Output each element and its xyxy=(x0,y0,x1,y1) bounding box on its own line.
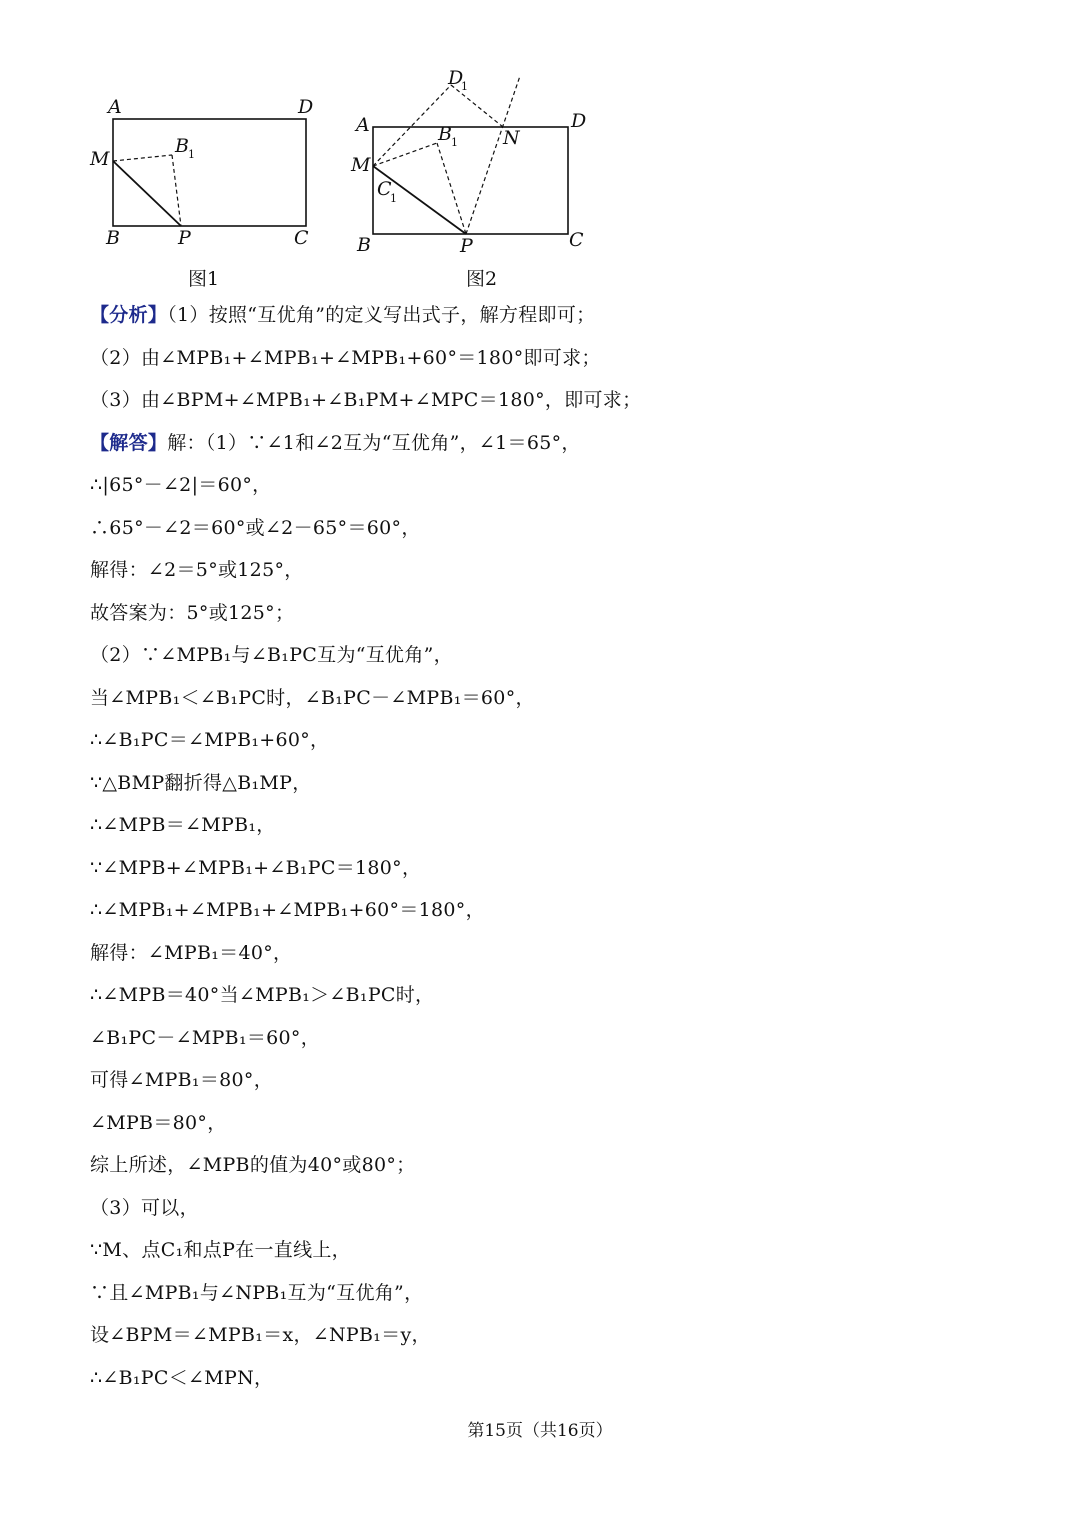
fig2-label-c1: C xyxy=(377,178,392,200)
solution-line xyxy=(90,1235,351,1262)
line-text: ∵∠MPB+∠MPB₁+∠B₁PC＝180°， xyxy=(90,856,422,879)
line-text: （3）可以， xyxy=(90,1196,199,1219)
fig2-label-a: A xyxy=(356,114,370,136)
section-tag: 【分析】 xyxy=(90,304,168,326)
solution-line xyxy=(90,385,641,412)
line-text: ∵且∠MPB₁与∠NPB₁互为“互优角”， xyxy=(90,1281,424,1304)
line-text: ∴|65°－∠2|＝60°， xyxy=(90,474,272,496)
fig1-label-p: P xyxy=(178,227,191,249)
solution-line xyxy=(90,1278,423,1305)
line-text: （3）由∠BPM+∠MPB₁+∠B₁PM+∠MPC＝180°，即可求； xyxy=(90,389,642,411)
geometry-figures xyxy=(0,0,1080,300)
solution-line xyxy=(90,768,312,795)
fig2-label-m: M xyxy=(351,154,371,176)
solution-line xyxy=(90,895,485,922)
solution-line xyxy=(90,1193,199,1220)
fig2-label-c: C xyxy=(569,229,584,251)
line-text: ∴∠MPB₁+∠MPB₁+∠MPB₁+60°＝180°， xyxy=(90,899,485,921)
fig2-label-b1: B xyxy=(438,123,452,145)
figure-2-caption: 图2 xyxy=(466,268,498,290)
line-text: ∵M、点C₁和点P在一直线上， xyxy=(90,1239,351,1261)
fig2-segment-mb1 xyxy=(373,143,437,166)
solution-line xyxy=(90,810,276,837)
line-text: （1）按照“互优角”的定义写出式子，解方程即可； xyxy=(167,304,596,326)
fig2-segment-d1n xyxy=(451,85,503,127)
line-text: 解得：∠MPB₁＝40°， xyxy=(90,941,293,964)
line-text: ∠B₁PC－∠MPB₁＝60°， xyxy=(90,1026,321,1049)
solution-line xyxy=(90,513,421,540)
fig2-rectangle xyxy=(373,127,568,234)
solution-line xyxy=(90,725,329,752)
fig1-label-b1: B xyxy=(175,135,189,157)
solution-line xyxy=(90,428,581,455)
line-text: ∠MPB＝80°， xyxy=(90,1111,227,1134)
figure-1 xyxy=(89,96,313,249)
line-text: 解得：∠2＝5°或125°， xyxy=(90,559,304,581)
fig2-label-n: N xyxy=(503,127,520,149)
line-text: 故答案为：5°或125°； xyxy=(90,601,295,624)
solution-line xyxy=(90,1150,415,1177)
line-text: 解：（1）∵∠1和∠2互为“互优角”，∠1＝65°， xyxy=(167,431,581,454)
fig2-label-d1-sub: 1 xyxy=(461,80,468,93)
fig2-segment-mp xyxy=(373,166,466,234)
solution-line xyxy=(90,853,421,880)
fig1-rectangle xyxy=(113,119,306,226)
solution-line xyxy=(90,555,304,582)
page-footer: 第15页（共16页） xyxy=(467,1421,613,1441)
fig2-segment-b1p xyxy=(437,143,466,234)
fig2-label-d: D xyxy=(571,110,587,132)
fig1-label-d: D xyxy=(298,96,314,118)
fig2-label-c1-sub: 1 xyxy=(390,192,397,205)
fig2-label-d1: D xyxy=(448,67,464,89)
solution-line xyxy=(90,1023,320,1050)
line-text: （2）∵∠MPB₁与∠B₁PC互为“互优角”， xyxy=(90,644,453,666)
fig1-label-a: A xyxy=(108,96,122,118)
solution-line xyxy=(90,1065,273,1092)
fig1-label-b1-sub: 1 xyxy=(188,148,195,161)
solution-line xyxy=(90,980,434,1007)
line-text: 综上所述，∠MPB的值为40°或80°； xyxy=(90,1154,416,1176)
line-text: 设∠BPM＝∠MPB₁＝x，∠NPB₁＝y， xyxy=(90,1324,431,1346)
solution-line xyxy=(90,1320,431,1347)
fig1-label-m: M xyxy=(90,148,110,170)
fig2-label-b1-sub: 1 xyxy=(451,136,458,149)
line-text: ∴∠B₁PC＜∠MPN， xyxy=(90,1366,274,1389)
line-text: ∴65°－∠2＝60°或∠2－65°＝60°， xyxy=(90,516,421,539)
solution-line xyxy=(90,300,595,327)
solution-line xyxy=(90,938,292,965)
solution-line xyxy=(90,470,271,497)
section-tag: 【解答】 xyxy=(90,431,168,454)
fig1-label-c: C xyxy=(294,227,309,249)
line-text: ∵△BMP翻折得△B₁MP， xyxy=(90,771,312,794)
line-text: （2）由∠MPB₁+∠MPB₁+∠MPB₁+60°＝180°即可求； xyxy=(90,346,601,369)
line-text: 当∠MPB₁＜∠B₁PC时，∠B₁PC－∠MPB₁＝60°， xyxy=(90,686,535,709)
solution-line xyxy=(90,1108,227,1135)
solution-line xyxy=(90,1363,273,1390)
solution-line xyxy=(90,683,535,710)
fig1-segment-mp xyxy=(113,161,181,226)
solution-line xyxy=(90,640,453,667)
figure-1-caption: 图1 xyxy=(188,268,220,290)
line-text: 可得∠MPB₁＝80°， xyxy=(90,1069,274,1091)
figure-2 xyxy=(350,67,586,257)
solution-line xyxy=(90,343,601,370)
fig1-segment-mb1 xyxy=(113,155,172,161)
fig1-label-b: B xyxy=(106,227,120,249)
fig2-segment-pn-extended xyxy=(466,76,520,234)
fig2-label-b: B xyxy=(357,234,371,256)
fig2-label-p: P xyxy=(460,235,473,257)
solution-line xyxy=(90,598,294,625)
line-text: ∴∠MPB＝∠MPB₁， xyxy=(90,814,276,836)
figures-area xyxy=(0,0,1080,300)
fig1-segment-b1p xyxy=(172,155,181,226)
line-text: ∴∠MPB＝40°当∠MPB₁＞∠B₁PC时， xyxy=(90,984,435,1006)
line-text: ∴∠B₁PC＝∠MPB₁+60°， xyxy=(90,729,330,751)
